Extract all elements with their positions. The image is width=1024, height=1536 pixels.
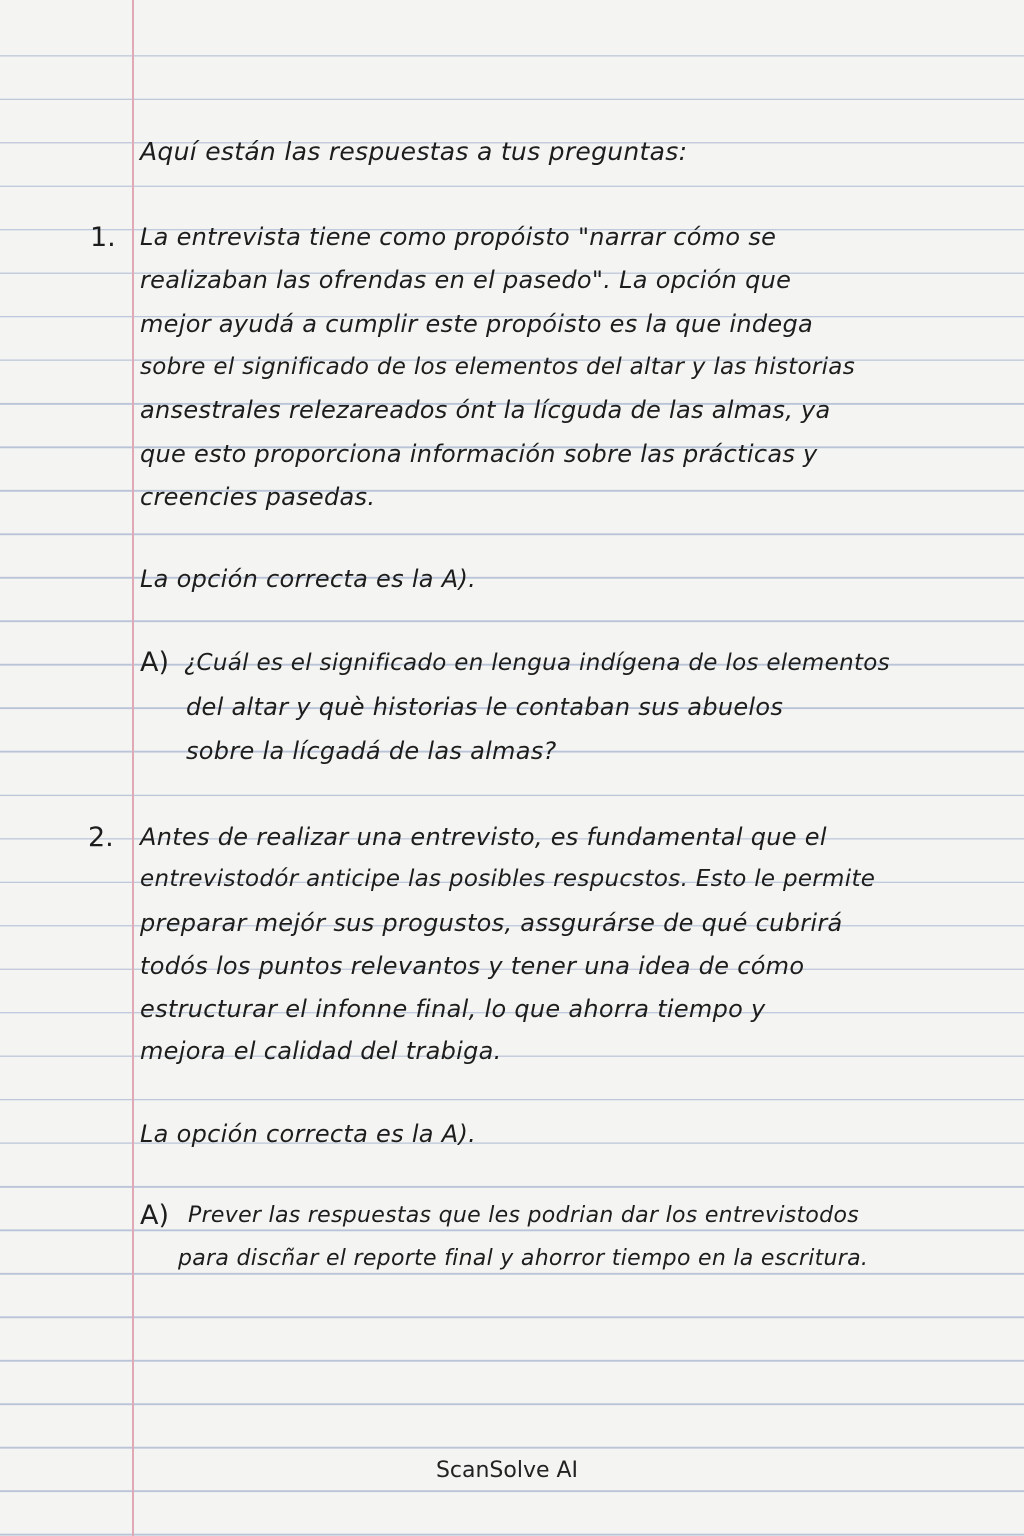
intro-text: Aquí están las respuestas a tus preguntas: xyxy=(140,137,688,166)
text-line: La entrevista tiene como propóisto "narrar cómo se xyxy=(140,223,777,251)
text-line: preparar mejór sus progustos, assgurárse de qué cubrirá xyxy=(140,909,843,937)
text-line: sobre la lícgadá de las almas? xyxy=(186,737,557,765)
text-line: ansestrales relezareados ónt la lícguda de las almas, ya xyxy=(140,396,831,424)
text-line: del altar y què historias le contaban sus abuelos xyxy=(186,693,784,721)
option-a-label: A) xyxy=(140,647,170,678)
text-line: entrevistodór anticipe las posibles respucstos. Esto le permite xyxy=(140,866,876,892)
text-line: creencies pasedas. xyxy=(140,483,376,511)
text-line: para discñar el reporte final y ahorror tiempo en la escritura. xyxy=(178,1246,869,1271)
text-line: ¿Cuál es el significado en lengua indígena de los elementos xyxy=(184,650,890,676)
text-line: estructurar el infonne final, lo que ahorra tiempo y xyxy=(140,995,766,1023)
text-line: Antes de realizar una entrevisto, es fundamental que el xyxy=(140,823,827,851)
text-line: realizaban las ofrendas en el pasedo". La opción que xyxy=(140,266,792,294)
correct-option-statement: La opción correcta es la A). xyxy=(140,1120,477,1148)
text-line: mejora el calidad del trabiga. xyxy=(140,1037,502,1065)
margin-line xyxy=(132,0,134,1536)
text-line: todós los puntos relevantos y tener una idea de cómo xyxy=(140,952,805,980)
footer-brand: ScanSolve AI xyxy=(435,1458,579,1483)
text-line: sobre el significado de los elementos del altar y las historias xyxy=(140,354,855,380)
correct-option-statement: La opción correcta es la A). xyxy=(140,565,477,593)
question-2-number: 2. xyxy=(88,822,114,853)
option-a-label: A) xyxy=(140,1200,170,1231)
text-line: que esto proporciona información sobre las prácticas y xyxy=(140,440,818,468)
text-line: Prever las respuestas que les podrian dar los entrevistodos xyxy=(188,1203,859,1228)
question-1-number: 1. xyxy=(90,222,116,253)
text-line: mejor ayudá a cumplir este propóisto es la que indega xyxy=(140,310,814,338)
